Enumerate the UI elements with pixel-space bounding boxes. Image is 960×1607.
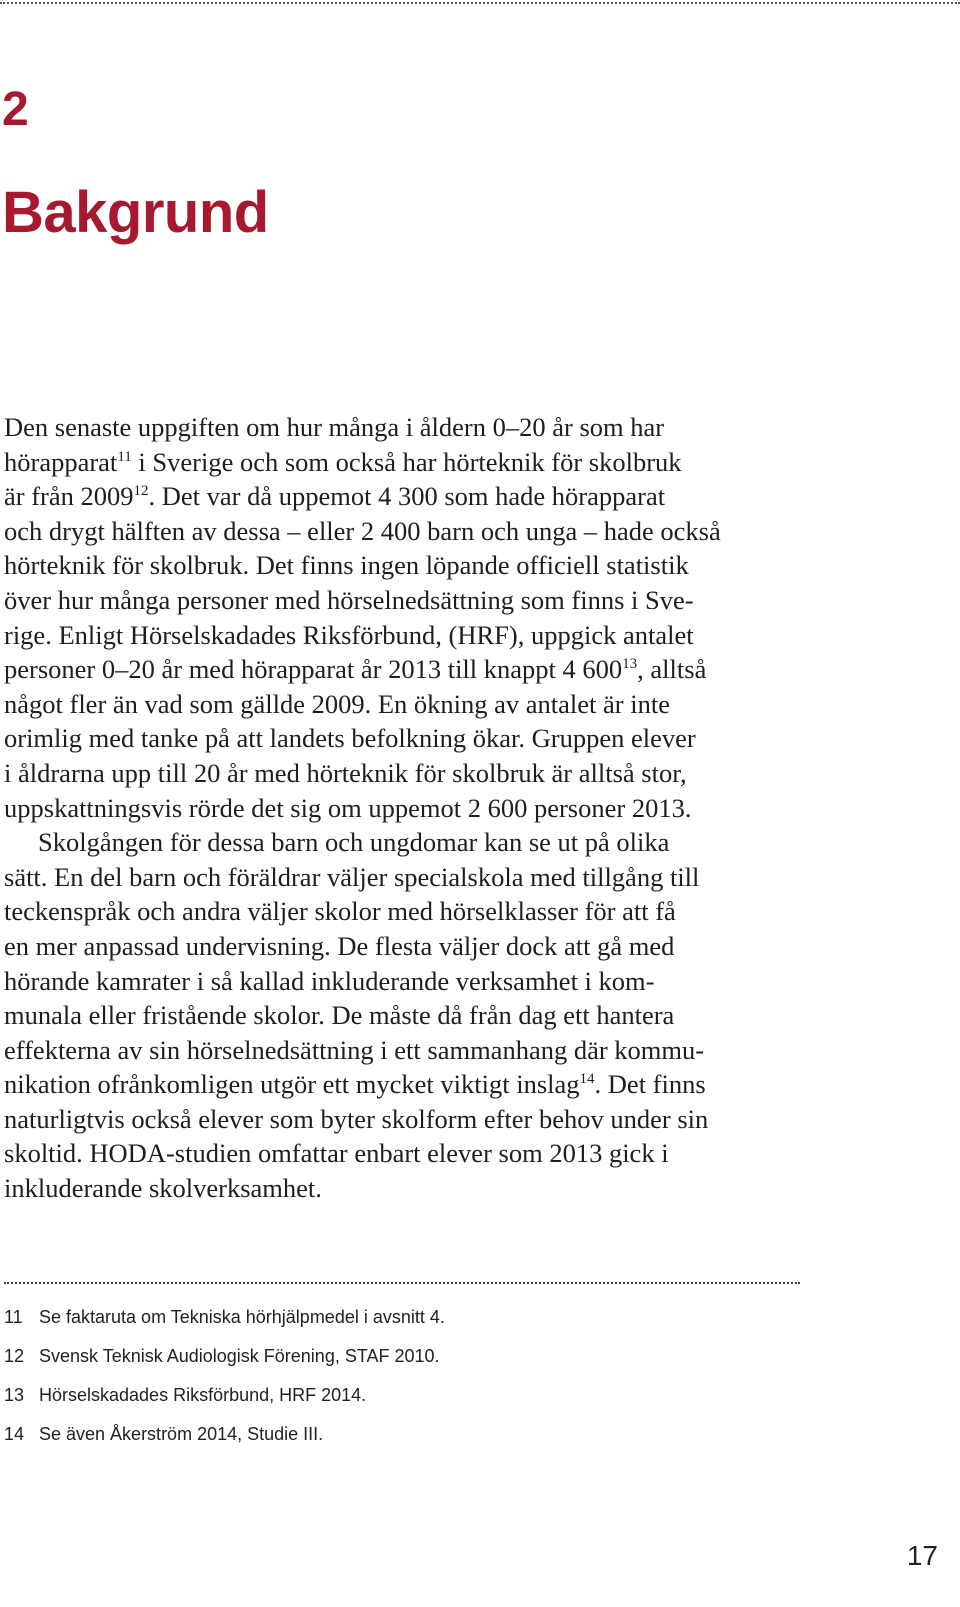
footnote-item	[4, 1337, 804, 1376]
page-number: 17	[906, 1540, 938, 1571]
text-line: en mer anpassad undervisning. De flesta väljer dock att gå med	[4, 930, 675, 961]
footnote-separator	[4, 1282, 800, 1284]
footnote-ref-12[interactable]: 12	[133, 483, 149, 500]
footnote-number: 12	[4, 1346, 25, 1366]
footnote-text: Hörselskadades Riksförbund, HRF 2014.	[39, 1385, 367, 1405]
chapter-number: 2	[2, 83, 29, 136]
text-line: Skolgången för dessa barn och ungdomar kan se ut på olika	[38, 827, 670, 858]
text-line: rige. Enligt Hörselskadades Riksförbund, (HRF), uppgick antalet	[4, 619, 694, 650]
text-line: personer 0–20 år med hörapparat år 2013 till knappt 4 $600^{13}$, alltså	[4, 654, 707, 685]
text-line: nikation ofrånkomligen utgör ett mycket viktigt inslag$^{14}$. Det finns	[4, 1069, 706, 1100]
chapter-title: Bakgrund	[2, 180, 269, 245]
text-line: naturligtvis också elever som byter skolform efter behov under sin	[4, 1103, 709, 1134]
text-line: i åldrarna upp till 20 år med hörteknik för skolbruk är alltså stor,	[4, 757, 687, 788]
footnote-ref-14[interactable]: 14	[579, 1071, 595, 1088]
text-line: hörteknik för skolbruk. Det finns ingen löpande officiell statistik	[4, 550, 689, 581]
text-line: och drygt hälften av dessa – eller 2 400 barn och unga – hade också	[4, 515, 721, 546]
text-line: inkluderande skolverksamhet.	[4, 1173, 322, 1204]
text-line: hörapparat$^{11}$ i Sverige och som också har hörteknik för skolbruk	[4, 446, 682, 477]
footnote-ref-13[interactable]: 13	[622, 656, 638, 673]
footnote-ref-11[interactable]: 11	[117, 448, 132, 465]
text-line: effekterna av sin hörselnedsättning i ett sammanhang där kommu-	[4, 1034, 705, 1065]
footnote-text: Svensk Teknisk Audiologisk Förening, STAF 2010.	[39, 1346, 440, 1366]
text-line: teckenspråk och andra väljer skolor med hörselklasser för att få	[4, 896, 676, 927]
body-text	[4, 410, 804, 1206]
text-line: hörande kamrater i så kallad inkluderande verksamhet i kom-	[4, 965, 655, 996]
top-dotted-rule	[0, 2, 960, 4]
text-line: är från 2009$^{12}$. Det var då uppemot 4 300 som hade hörapparat	[4, 481, 666, 512]
footnote-number: 11	[4, 1307, 23, 1327]
text-line: skoltid. HODA-studien omfattar enbart elever som 2013 gick i	[4, 1138, 669, 1169]
footnote-text: Se faktaruta om Tekniska hörhjälpmedel i avsnitt 4.	[39, 1307, 445, 1327]
footnote-item	[4, 1298, 804, 1337]
footnotes	[4, 1298, 804, 1454]
text-line: något fler än vad som gällde 2009. En ökning av antalet är inte	[4, 688, 670, 719]
footnote-number: 13	[4, 1385, 25, 1405]
text-line: över hur många personer med hörselnedsättning som finns i Sve-	[4, 584, 694, 615]
text-line: munala eller fristående skolor. De måste då från dag ett hantera	[4, 1000, 675, 1031]
footnote-text: Se även Åkerström 2014, Studie III.	[39, 1424, 324, 1444]
footnote-number: 14	[4, 1424, 25, 1444]
text-line: Den senaste uppgiften om hur många i åldern 0–20 år som har	[4, 412, 665, 442]
text-line: sätt. En del barn och föräldrar väljer specialskola med tillgång till	[4, 861, 700, 892]
footnote-item	[4, 1376, 804, 1415]
text-line: orimlig med tanke på att landets befolkning ökar. Gruppen elever	[4, 723, 696, 754]
footnote-item	[4, 1415, 804, 1454]
text-line: uppskattningsvis rörde det sig om uppemot 2 600 personer 2013.	[4, 792, 692, 823]
